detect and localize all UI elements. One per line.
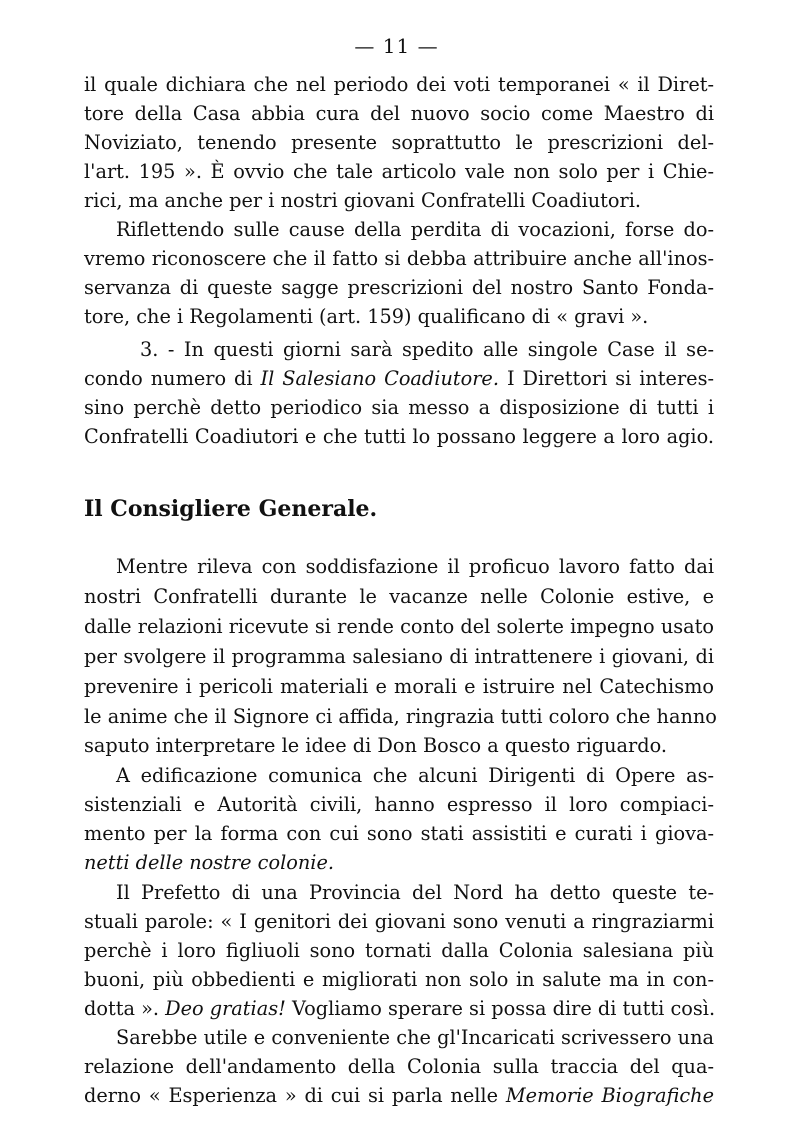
text-line: perchè i loro figliuoli sono tornati dalla Colonia salesiana più [84, 939, 714, 962]
text-line: prevenire i pericoli materiali e morali e istruire nel Catechismo [84, 675, 714, 698]
text-line: Il Prefetto di una Provincia del Nord ha detto queste te- [116, 881, 714, 904]
text-line [84, 366, 714, 392]
book-title: Memorie Biografiche [505, 1084, 714, 1107]
text-line: vremo riconoscere che il fatto si debba attribuire anche all'inos- [84, 247, 714, 270]
text-line: Noviziato, tenendo presente soprattutto le prescrizioni del- [84, 131, 714, 154]
text-line: sistenziali e Autorità civili, hanno espresso il loro compiaci- [84, 793, 714, 816]
text-line: le anime che il Signore ci affida, ringrazia tutti coloro che hanno [84, 705, 717, 728]
text-line: Confratelli Coadiutori e che tutti lo possano leggere a loro agio. [84, 425, 714, 448]
italic-text: netti delle nostre colonie. [84, 851, 334, 874]
periodical-title: Il Salesiano Coadiutore. [260, 367, 499, 390]
text-line: tore della Casa abbia cura del nuovo socio come Maestro di [84, 102, 714, 125]
text-line: dalle relazioni ricevute si rende conto del solerte impegno usato [84, 615, 714, 638]
italic-text: Deo gratias! [165, 997, 286, 1020]
text-line [84, 850, 714, 876]
text-line: tore, che i Regolamenti (art. 159) qualificano di « gravi ». [84, 305, 649, 328]
text-line: il quale dichiara che nel periodo dei voti temporanei « il Diret- [84, 73, 714, 96]
text-span: dotta ». [84, 997, 166, 1020]
text-line: servanza di queste sagge prescrizioni del nostro Santo Fonda- [84, 276, 714, 299]
text-span: condo numero di [84, 367, 261, 390]
text-line: per svolgere il programma salesiano di intrattenere i giovani, di [84, 645, 714, 668]
text-line [84, 1083, 714, 1109]
text-line [84, 996, 714, 1022]
text-line: rici, ma anche per i nostri giovani Confratelli Coadiutori. [84, 189, 642, 212]
text-line: mento per la forma con cui sono stati assistiti e curati i giova- [84, 822, 714, 845]
text-line: A edificazione comunica che alcuni Dirigenti di Opere as- [116, 764, 714, 787]
text-line: stuali parole: « I genitori dei giovani sono venuti a ringraziarmi [84, 910, 714, 933]
text-line: relazione dell'andamento della Colonia sulla traccia del qua- [84, 1055, 714, 1078]
text-line: l'art. 195 ». È ovvio che tale articolo vale non solo per i Chie- [84, 160, 714, 183]
text-line: Sarebbe utile e conveniente che gl'Incaricati scrivessero una [116, 1026, 714, 1049]
section-heading: Il Consigliere Generale. [84, 496, 378, 522]
text-line: sino perchè detto periodico sia messo a disposizione di tutti i [84, 396, 714, 419]
text-line: buoni, più obbedienti e migliorati non solo in salute ma in con- [84, 968, 714, 991]
text-span: I Direttori si interes- [498, 367, 715, 390]
text-line: nostri Confratelli durante le vacanze nelle Colonie estive, e [84, 585, 714, 608]
text-line: saputo interpretare le idee di Don Bosco a questo riguardo. [84, 734, 667, 757]
page-number: — 11 — [354, 34, 439, 58]
text-line: Riflettendo sulle cause della perdita di vocazioni, forse do- [116, 218, 714, 241]
text-line: 3. - In questi giorni sarà spedito alle singole Case il se- [140, 338, 714, 361]
text-span: derno « Esperienza » di cui si parla nelle [84, 1084, 506, 1107]
text-line: Mentre rileva con soddisfazione il proficuo lavoro fatto dai [116, 555, 714, 578]
text-span: Vogliamo sperare si possa dire di tutti così. [285, 997, 716, 1020]
